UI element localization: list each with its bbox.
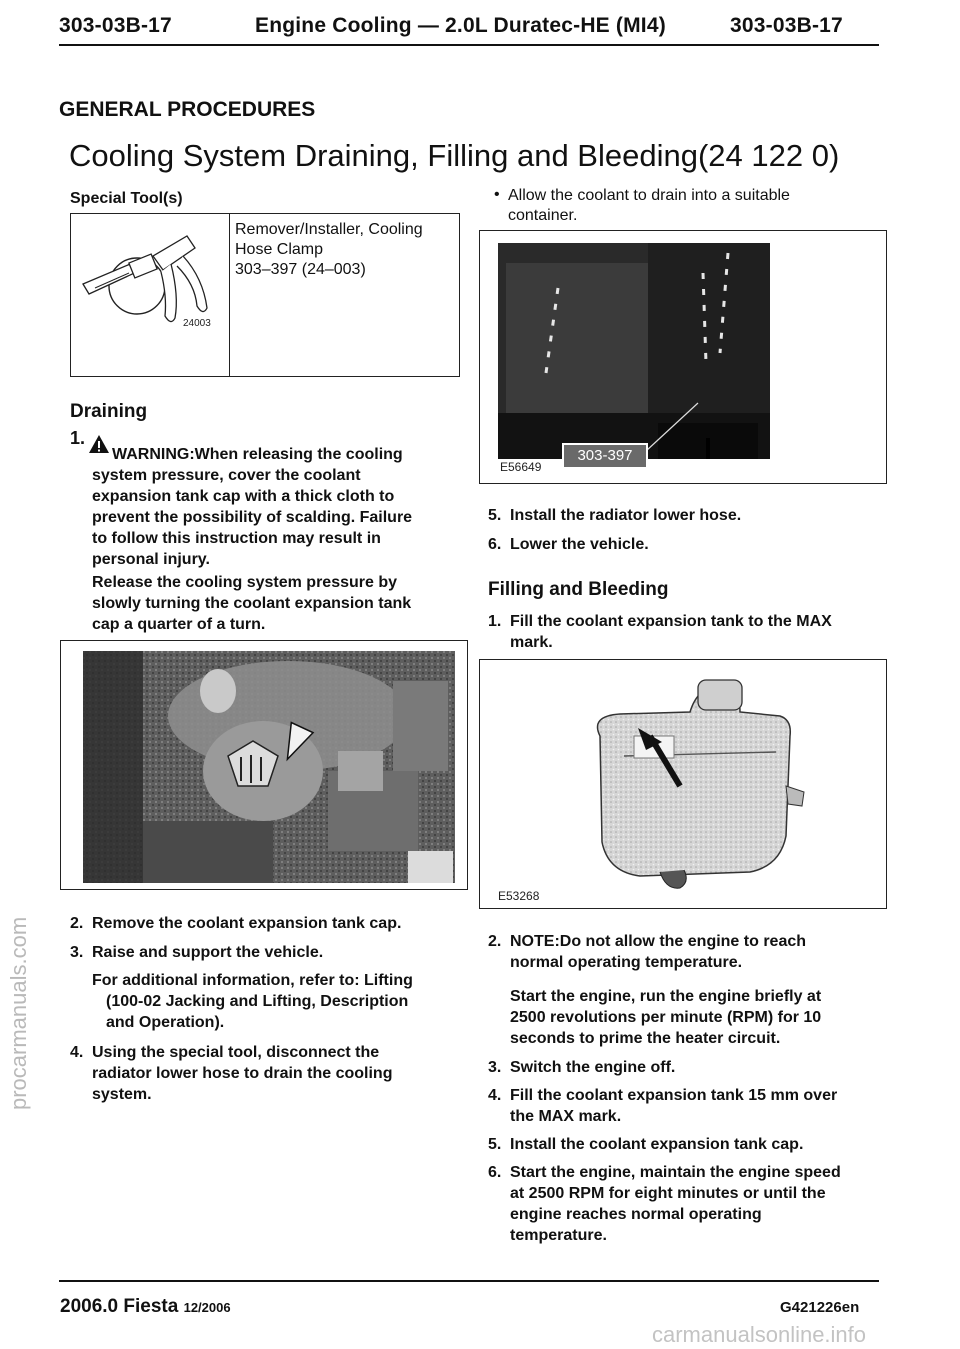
bullet-dot: • <box>494 186 500 203</box>
fill-step-2-line-1: normal operating temperature. <box>510 954 743 971</box>
fill-step-1-line-0: Fill the coolant expansion tank to the MAX <box>510 613 832 630</box>
fill-step-6-line-2: engine reaches normal operating <box>510 1206 762 1223</box>
step-3-ref-line-0: For additional information, refer to: Lifting <box>92 972 413 989</box>
radiator-photo <box>498 243 770 459</box>
draining-step-3: 3. Raise and support the vehicle. <box>70 944 324 961</box>
header-code-right: 303-03B-17 <box>730 14 843 37</box>
header-title: Engine Cooling — 2.0L Duratec-HE (MI4) <box>255 14 666 37</box>
header-code-left: 303-03B-17 <box>59 14 172 37</box>
draining-heading: Draining <box>70 401 148 422</box>
page-title: Cooling System Draining, Filling and Bleeding(24 122 0) <box>69 138 840 173</box>
warning-line-3: prevent the possibility of scalding. Failure <box>92 509 413 526</box>
radiator-figure <box>479 230 887 484</box>
footer-model-text: 2006.0 Fiesta <box>60 1296 179 1317</box>
warning-line-4: to follow this instruction may result in <box>92 530 381 547</box>
step-4-line-1: radiator lower hose to drain the cooling <box>92 1065 393 1082</box>
engine-bay-figure <box>60 640 468 890</box>
filling-step-3: 3. Switch the engine off. <box>488 1059 676 1076</box>
warning-line-1: system pressure, cover the coolant <box>92 467 361 484</box>
tool-figure-number: 24003 <box>183 318 211 329</box>
step-3-ref-line-1: (100-02 Jacking and Lifting, Description <box>106 993 409 1010</box>
fill-step-2-line-0: NOTE:Do not allow the engine to reach <box>510 933 807 950</box>
header-rule <box>59 44 879 46</box>
release-line-1: slowly turning the coolant expansion tank <box>92 595 412 612</box>
fill-step-6-line-3: temperature. <box>510 1227 607 1244</box>
step-6-text: Lower the vehicle. <box>510 536 649 553</box>
footer-date: 12/2006 <box>183 1300 231 1315</box>
draining-step-4: 4. Using the special tool, disconnect the radiator lower hose to drain the cooling system. <box>70 1044 393 1103</box>
fill-step-5-text: Install the coolant expansion tank cap. <box>510 1136 804 1153</box>
radiator-figure-number: E56649 <box>500 460 542 474</box>
fill-step-1-line-1: mark. <box>510 634 553 651</box>
engine-bay-photo <box>83 651 455 883</box>
fill-step-3-text: Switch the engine off. <box>510 1059 676 1076</box>
expansion-tank-drawing <box>580 676 810 896</box>
tool-name-line1: Remover/Installer, Cooling <box>235 221 423 238</box>
footer-doc-code: G421226en <box>780 1299 860 1316</box>
special-tools-heading: Special Tool(s) <box>70 190 183 207</box>
step-2-text: Remove the coolant expansion tank cap. <box>92 915 402 932</box>
draining-step-5: 5. Install the radiator lower hose. <box>488 507 742 524</box>
side-watermark: procarmanuals.com <box>6 916 31 1110</box>
draining-step-2: 2. Remove the coolant expansion tank cap. <box>70 915 402 932</box>
bottom-watermark: carmanualsonline.info <box>652 1322 867 1347</box>
draining-step-1 <box>70 428 460 568</box>
warning-label: WARNING: <box>112 446 195 463</box>
release-line-0: Release the cooling system pressure by <box>92 574 398 591</box>
filling-step-1: 1. Fill the coolant expansion tank to the MAX mark. <box>488 613 832 651</box>
step-number: 1. <box>70 428 86 448</box>
warning-triangle-icon <box>88 434 110 454</box>
bullet-line-0: Allow the coolant to drain into a suitable <box>508 187 790 204</box>
fill-step-6-line-0: Start the engine, maintain the engine speed <box>510 1164 841 1181</box>
special-tool-table <box>70 213 460 377</box>
bullet-line-1: container. <box>508 207 578 224</box>
fill-step-4-line-1: the MAX mark. <box>510 1108 622 1125</box>
footer-rule <box>59 1280 879 1282</box>
fill-step-6-line-1: at 2500 RPM for eight minutes or until the <box>510 1185 826 1202</box>
section-label: GENERAL PROCEDURES <box>59 98 316 121</box>
table-divider <box>229 214 230 376</box>
step-3-text: Raise and support the vehicle. <box>92 944 324 961</box>
step-5-text: Install the radiator lower hose. <box>510 507 742 524</box>
step-3-ref-line-2: and Operation). <box>106 1014 225 1031</box>
fill-step-2-detail-0: Start the engine, run the engine briefly at <box>510 988 822 1005</box>
filling-step-6: 6. Start the engine, maintain the engine speed at 2500 RPM for eight minutes or until the engine reaches normal operating temperature. <box>488 1164 841 1244</box>
filling-heading: Filling and Bleeding <box>488 579 669 600</box>
filling-step-5: 5. Install the coolant expansion tank cap. <box>488 1136 804 1153</box>
step-4-line-0: Using the special tool, disconnect the <box>92 1044 380 1061</box>
fill-step-2-detail-2: seconds to prime the heater circuit. <box>510 1030 781 1047</box>
release-line-2: cap a quarter of a turn. <box>92 616 266 633</box>
tool-number: 303–397 (24–003) <box>235 261 366 278</box>
tank-figure-number: E53268 <box>498 889 540 903</box>
warning-line-2: expansion tank cap with a thick cloth to <box>92 488 395 505</box>
warning-line-5: personal injury. <box>92 551 210 568</box>
tool-name-line2: Hose Clamp <box>235 241 324 258</box>
draining-step-6: 6. Lower the vehicle. <box>488 536 649 553</box>
fill-step-4-line-0: Fill the coolant expansion tank 15 mm over <box>510 1087 838 1104</box>
footer-model <box>60 1296 231 1318</box>
expansion-tank-figure <box>479 659 887 909</box>
filling-step-4: 4. Fill the coolant expansion tank 15 mm over the MAX mark. <box>488 1087 838 1125</box>
tool-tag-label: 303-397 <box>562 443 648 469</box>
filling-step-2: 2. NOTE:Do not allow the engine to reach normal operating temperature. <box>488 933 807 971</box>
warning-line-0: When releasing the cooling <box>194 446 403 463</box>
step-4-line-2: system. <box>92 1086 152 1103</box>
fill-step-2-detail-1: 2500 revolutions per minute (RPM) for 10 <box>510 1009 822 1026</box>
